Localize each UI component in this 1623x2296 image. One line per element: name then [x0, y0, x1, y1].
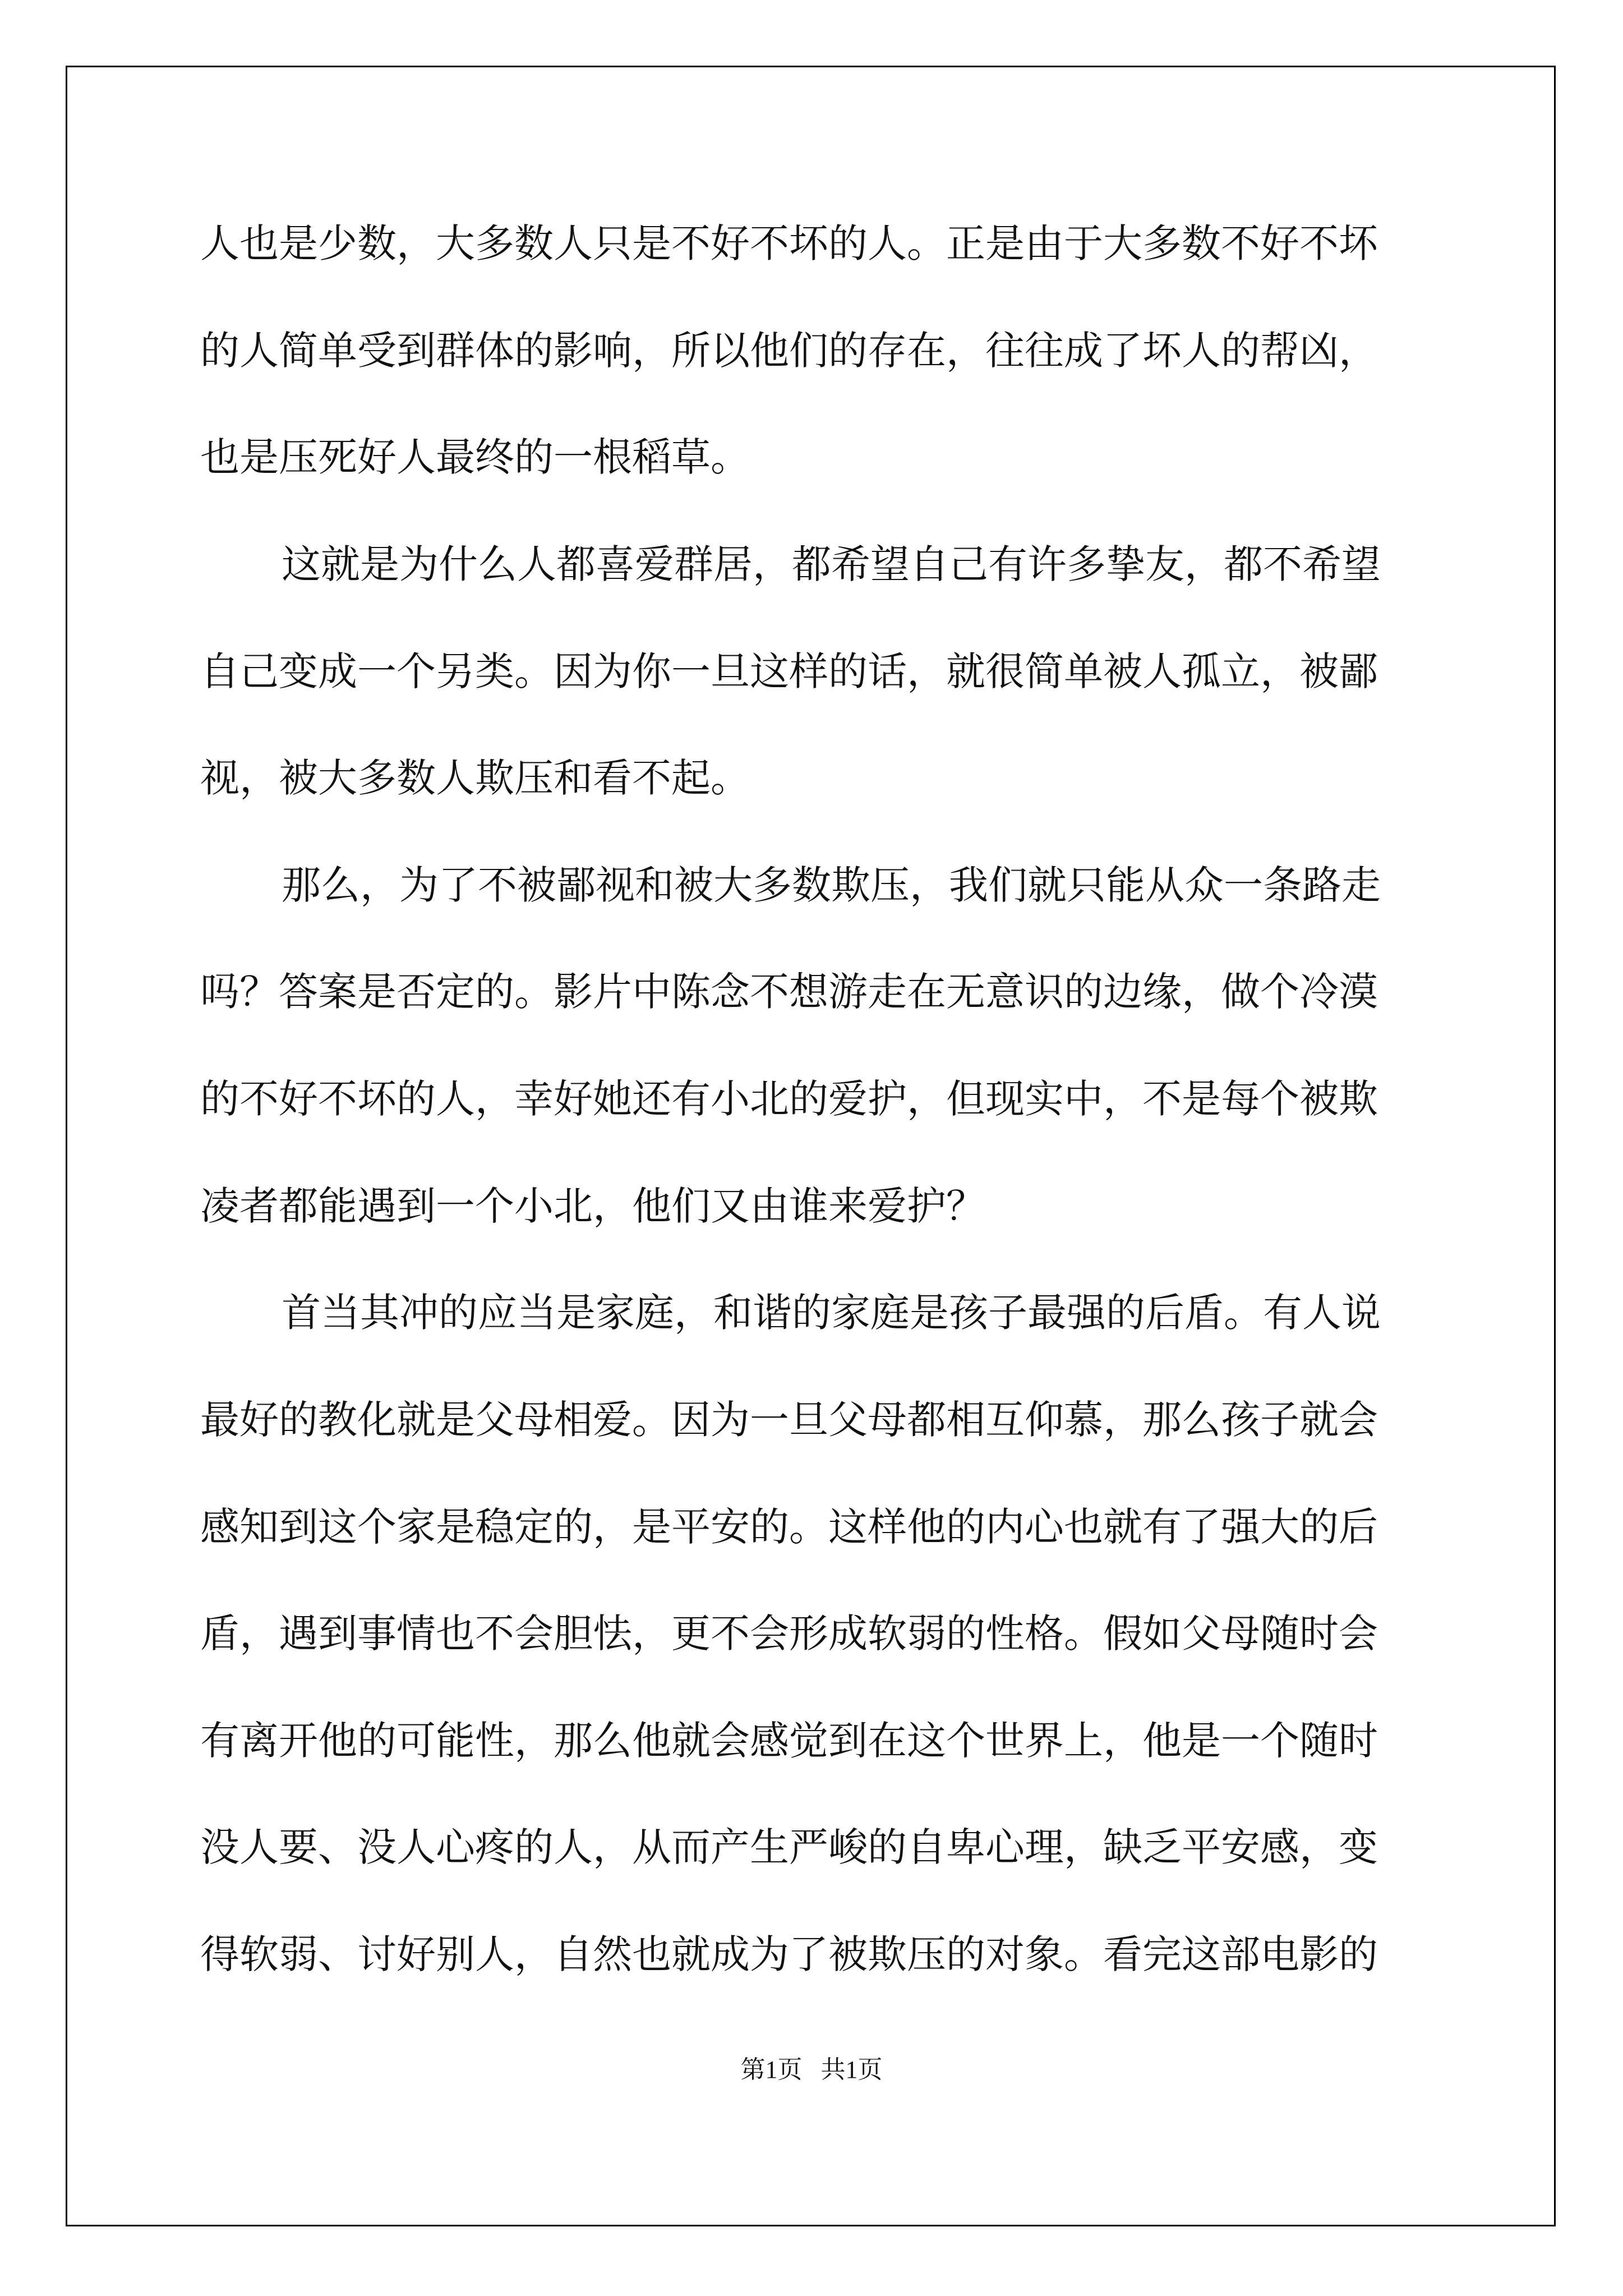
text-line: 没人要、没人心疼的人，从而产生严峻的自卑心理，缺乏平安感，变 — [200, 1824, 1378, 1870]
page-border — [66, 66, 1556, 2226]
text-line: 凌者都能遇到一个小北，他们又由谁来爱护？ — [200, 1183, 985, 1229]
text-line: 得软弱、讨好别人，自然也就成为了被欺压的对象。看完这部电影的 — [200, 1931, 1378, 1977]
page-number-footer: 第1页 共1页 — [740, 2056, 883, 2083]
paragraph-first-line: 这就是为什么人都喜爱群居，都希望自己有许多挚友，都不希望 — [282, 541, 1381, 587]
text-line: 感知到这个家是稳定的，是平安的。这样他的内心也就有了强大的后 — [200, 1504, 1378, 1550]
text-line: 视，被大多数人欺压和看不起。 — [200, 755, 750, 801]
paragraph-first-line: 首当其冲的应当是家庭，和谐的家庭是孩子最强的后盾。有人说 — [282, 1290, 1381, 1336]
text-line: 人也是少数，大多数人只是不好不坏的人。正是由于大多数不好不坏 — [200, 220, 1378, 266]
text-line: 有离开他的可能性，那么他就会感觉到在这个世界上，他是一个随时 — [200, 1718, 1378, 1764]
text-line: 也是压死好人最终的一根稻草。 — [200, 434, 750, 480]
text-line: 的人简单受到群体的影响，所以他们的存在，往往成了坏人的帮凶， — [200, 328, 1378, 374]
paragraph-first-line: 那么，为了不被鄙视和被大多数欺压，我们就只能从众一条路走 — [282, 862, 1381, 908]
text-line: 的不好不坏的人，幸好她还有小北的爱护，但现实中，不是每个被欺 — [200, 1076, 1378, 1122]
text-line: 自己变成一个另类。因为你一旦这样的话，就很简单被人孤立，被鄙 — [200, 648, 1378, 694]
text-line: 盾，遇到事情也不会胆怯，更不会形成软弱的性格。假如父母随时会 — [200, 1611, 1378, 1657]
text-line: 吗？答案是否定的。影片中陈念不想游走在无意识的边缘，做个冷漠 — [200, 969, 1378, 1015]
text-line: 最好的教化就是父母相爱。因为一旦父母都相互仰慕，那么孩子就会 — [200, 1397, 1378, 1443]
